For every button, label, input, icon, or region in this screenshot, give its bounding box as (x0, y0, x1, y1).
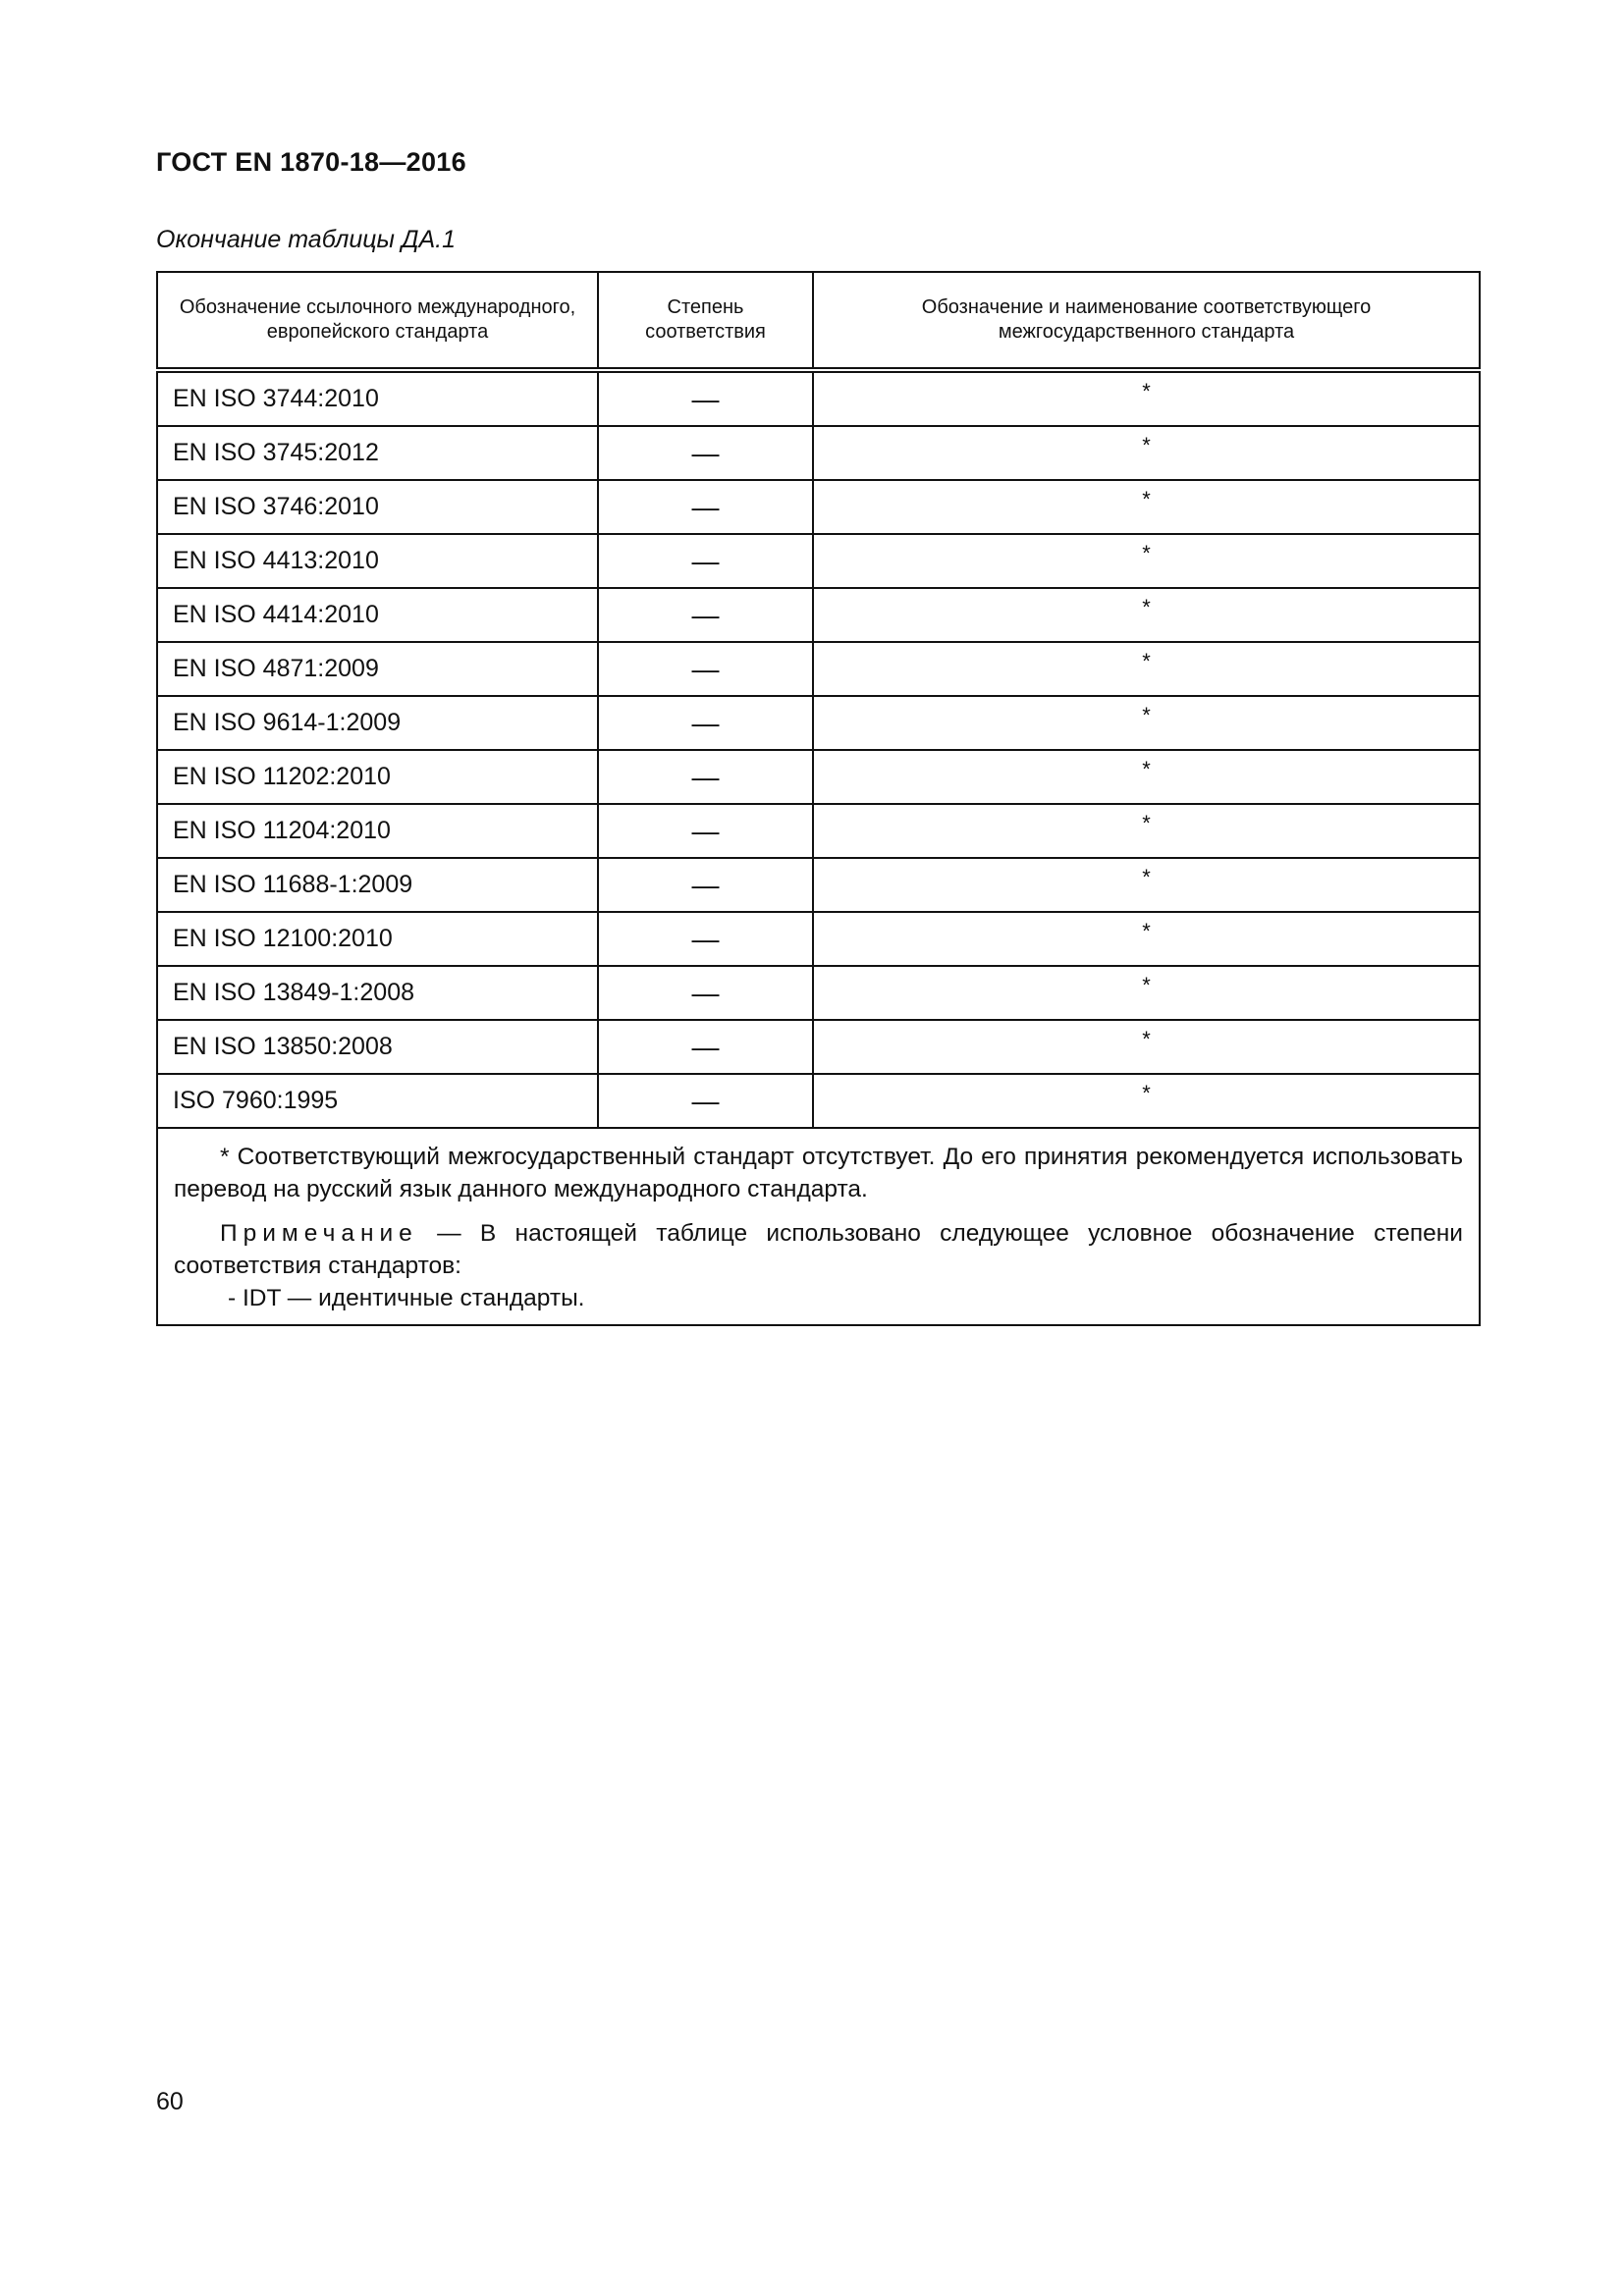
table-row (157, 1074, 1480, 1128)
cell-interstate: * (813, 912, 1480, 966)
cell-standard: EN ISO 13849-1:2008 (157, 966, 598, 1020)
table-row (157, 912, 1480, 966)
cell-standard: EN ISO 11202:2010 (157, 750, 598, 804)
table-row (157, 426, 1480, 480)
cell-interstate: * (813, 804, 1480, 858)
cell-standard: EN ISO 4413:2010 (157, 534, 598, 588)
note-label: Примечание (220, 1220, 418, 1247)
table-row (157, 642, 1480, 696)
cell-standard: EN ISO 3744:2010 (157, 370, 598, 426)
cell-degree: — (598, 750, 813, 804)
note-text: — В настоящей таблице использовано следующее условное обозначение степени соответствия стандартов: (174, 1220, 1463, 1279)
footnote: * Соответствующий межгосударственный стандарт отсутствует. До его принятия рекомендуется использовать перевод на русский язык данного международного стандарта. (174, 1144, 1463, 1202)
column-header-degree: Степень соответствия (598, 272, 813, 370)
cell-interstate: * (813, 696, 1480, 750)
cell-standard: EN ISO 13850:2008 (157, 1020, 598, 1074)
page-number: 60 (156, 2088, 184, 2115)
table-row (157, 750, 1480, 804)
note (174, 1217, 1463, 1282)
cell-degree: — (598, 858, 813, 912)
column-header-interstate: Обозначение и наименование соответствующего межгосударственного стандарта (813, 272, 1480, 370)
cell-degree: — (598, 370, 813, 426)
cell-standard: EN ISO 11204:2010 (157, 804, 598, 858)
cell-degree: — (598, 642, 813, 696)
cell-standard: EN ISO 4871:2009 (157, 642, 598, 696)
table-row (157, 696, 1480, 750)
notes-row (157, 1128, 1480, 1325)
cell-degree: — (598, 588, 813, 642)
cell-standard: ISO 7960:1995 (157, 1074, 598, 1128)
table-body (157, 370, 1480, 1128)
table-row (157, 1020, 1480, 1074)
cell-interstate: * (813, 588, 1480, 642)
cell-interstate: * (813, 750, 1480, 804)
table-header-row (157, 272, 1480, 370)
cell-degree: — (598, 696, 813, 750)
cell-degree: — (598, 426, 813, 480)
cell-standard: EN ISO 4414:2010 (157, 588, 598, 642)
cell-interstate: * (813, 1074, 1480, 1128)
table-row (157, 480, 1480, 534)
reference-standards-table (156, 271, 1481, 1326)
column-header-standard: Обозначение ссылочного международного, европейского стандарта (157, 272, 598, 370)
cell-interstate: * (813, 370, 1480, 426)
cell-interstate: * (813, 534, 1480, 588)
document-code: ГОСТ EN 1870-18—2016 (156, 147, 466, 177)
cell-degree: — (598, 1020, 813, 1074)
cell-interstate: * (813, 1020, 1480, 1074)
cell-degree: — (598, 1074, 813, 1128)
notes-cell (157, 1128, 1480, 1325)
table-row (157, 966, 1480, 1020)
cell-standard: EN ISO 11688-1:2009 (157, 858, 598, 912)
cell-degree: — (598, 966, 813, 1020)
table-row (157, 588, 1480, 642)
cell-interstate: * (813, 966, 1480, 1020)
cell-standard: EN ISO 9614-1:2009 (157, 696, 598, 750)
table-row (157, 370, 1480, 426)
table-row (157, 858, 1480, 912)
table-row (157, 534, 1480, 588)
table-row (157, 804, 1480, 858)
table-caption: Окончание таблицы ДА.1 (156, 226, 456, 253)
cell-degree: — (598, 912, 813, 966)
cell-interstate: * (813, 642, 1480, 696)
cell-degree: — (598, 480, 813, 534)
cell-standard: EN ISO 3745:2012 (157, 426, 598, 480)
cell-interstate: * (813, 858, 1480, 912)
cell-interstate: * (813, 426, 1480, 480)
cell-degree: — (598, 534, 813, 588)
cell-standard: EN ISO 3746:2010 (157, 480, 598, 534)
cell-standard: EN ISO 12100:2010 (157, 912, 598, 966)
cell-interstate: * (813, 480, 1480, 534)
cell-degree: — (598, 804, 813, 858)
note-list-item: - IDT — идентичные стандарты. (228, 1285, 585, 1311)
